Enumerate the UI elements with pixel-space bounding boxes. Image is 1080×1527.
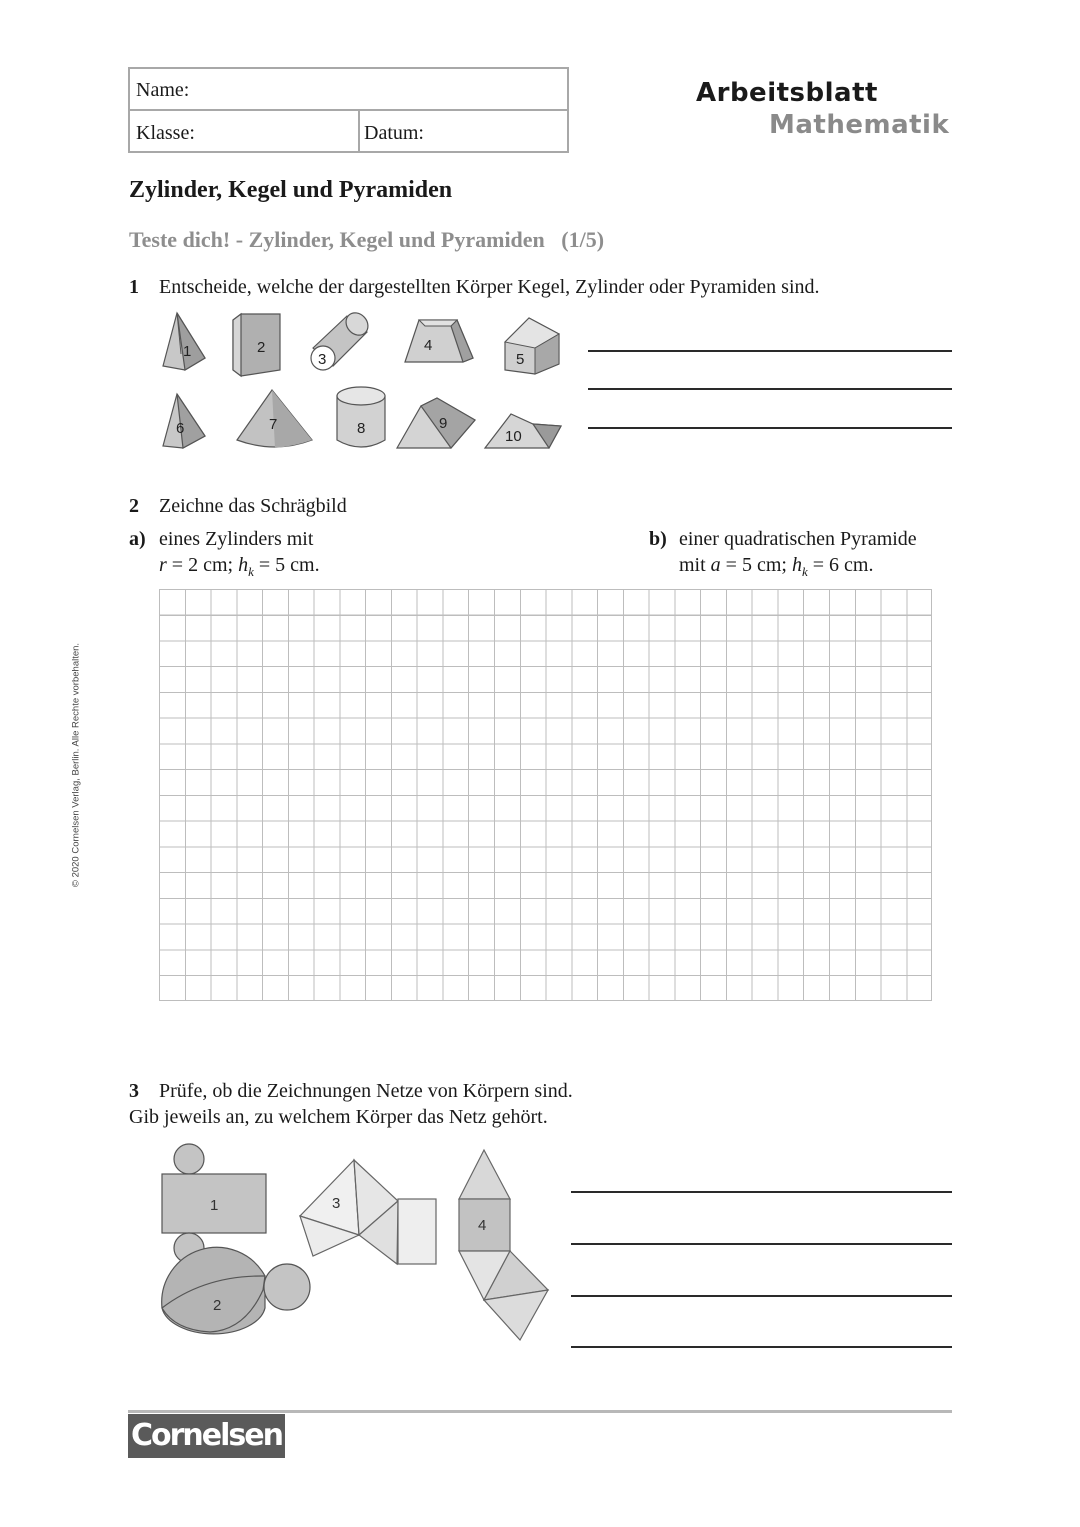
cornelsen-logo: Cornelsen	[128, 1414, 285, 1458]
solid-label-8: 8	[357, 420, 366, 437]
task3-heading	[129, 1080, 573, 1103]
class-label: Klasse:	[136, 122, 195, 144]
val-a: = 5 cm;	[720, 554, 792, 576]
task2a-label: a)	[129, 528, 146, 550]
answer-line-1-3[interactable]	[588, 427, 952, 429]
answer-line-3-3[interactable]	[571, 1295, 952, 1297]
solid-label-7: 7	[269, 416, 278, 433]
task1-text: Entscheide, welche der dargestellten Körper Kegel, Zylinder oder Pyramiden sind.	[159, 276, 820, 298]
worksheet-brand-title: Arbeitsblatt	[696, 78, 878, 108]
student-info-table	[128, 67, 569, 153]
answer-line-1-1[interactable]	[588, 350, 952, 352]
footer-divider	[128, 1410, 952, 1413]
name-label: Name:	[136, 79, 190, 101]
net-label-4: 4	[478, 1217, 487, 1234]
var-k: k	[801, 564, 808, 579]
net-4-pyramid	[459, 1150, 548, 1340]
task2b-line1: einer quadratischen Pyramide	[679, 528, 917, 550]
task2b-values	[679, 554, 873, 580]
solids-figures	[155, 308, 570, 458]
val-r: = 2 cm;	[166, 554, 239, 576]
solid-label-2: 2	[257, 339, 266, 356]
copyright-note: © 2020 Cornelsen Verlag, Berlin. Alle Rechte vorbehalten.	[70, 642, 82, 888]
val-h: = 6 cm.	[807, 554, 874, 576]
solid-label-6: 6	[176, 420, 185, 437]
var-h: h	[238, 554, 249, 576]
var-k: k	[248, 564, 254, 579]
task2-heading	[129, 495, 347, 518]
solid-4-frustum	[405, 320, 473, 362]
task3-text1: Prüfe, ob die Zeichnungen Netze von Körpern sind.	[159, 1080, 573, 1102]
net-2-cone	[162, 1247, 310, 1334]
net-label-1: 1	[210, 1197, 219, 1214]
solid-10-prism	[485, 414, 561, 448]
task2a-line1: eines Zylinders mit	[159, 528, 314, 550]
task1-heading	[129, 276, 820, 299]
solid-label-5: 5	[516, 351, 525, 368]
answer-line-1-2[interactable]	[588, 388, 952, 390]
net-label-3: 3	[332, 1195, 341, 1212]
cell-divider	[358, 111, 360, 153]
task3-text2: Gib jeweils an, zu welchem Körper das Netz gehört.	[129, 1106, 548, 1128]
drawing-grid[interactable]	[159, 589, 932, 1001]
solid-6-pyramid	[163, 394, 205, 448]
net-1-cylinder	[162, 1144, 266, 1263]
var-h: h	[791, 554, 802, 576]
solid-label-10: 10	[505, 428, 522, 445]
solid-label-3: 3	[318, 351, 327, 368]
var-a: a	[710, 554, 721, 576]
page-title: Zylinder, Kegel und Pyramiden	[129, 177, 453, 203]
task1-number: 1	[129, 276, 139, 298]
task2-text: Zeichne das Schrägbild	[159, 495, 347, 517]
solid-label-9: 9	[439, 415, 448, 432]
date-label: Datum:	[364, 122, 424, 144]
task2b	[649, 528, 917, 551]
solid-label-4: 4	[424, 337, 433, 354]
net-3-pyramid	[300, 1160, 436, 1264]
solid-5-house-prism	[505, 318, 559, 374]
task3-number: 3	[129, 1080, 139, 1102]
name-row	[130, 69, 567, 111]
val-mit: mit	[679, 554, 711, 576]
val-h: = 5 cm.	[253, 554, 320, 576]
answer-line-3-2[interactable]	[571, 1243, 952, 1245]
solid-9-pyramid	[397, 398, 475, 448]
solid-7-cone	[237, 390, 312, 448]
nets-figures	[155, 1140, 555, 1345]
solid-8-cylinder	[337, 387, 385, 447]
answer-line-3-4[interactable]	[571, 1346, 952, 1348]
page-subtitle: Teste dich! - Zylinder, Kegel und Pyramiden (1/5)	[129, 227, 605, 252]
task2b-label: b)	[649, 528, 667, 550]
task2-number: 2	[129, 495, 139, 517]
solid-1-pyramid	[163, 313, 205, 370]
answer-line-3-1[interactable]	[571, 1191, 952, 1193]
var-r: r	[159, 554, 167, 576]
task2a	[129, 528, 313, 551]
task2a-values	[159, 554, 320, 580]
net-label-2: 2	[213, 1297, 222, 1314]
solid-2-prism	[233, 314, 280, 376]
solid-label-1: 1	[183, 343, 192, 360]
solid-3-cylinder	[311, 308, 372, 370]
worksheet-brand-subject: Mathematik	[769, 110, 950, 140]
